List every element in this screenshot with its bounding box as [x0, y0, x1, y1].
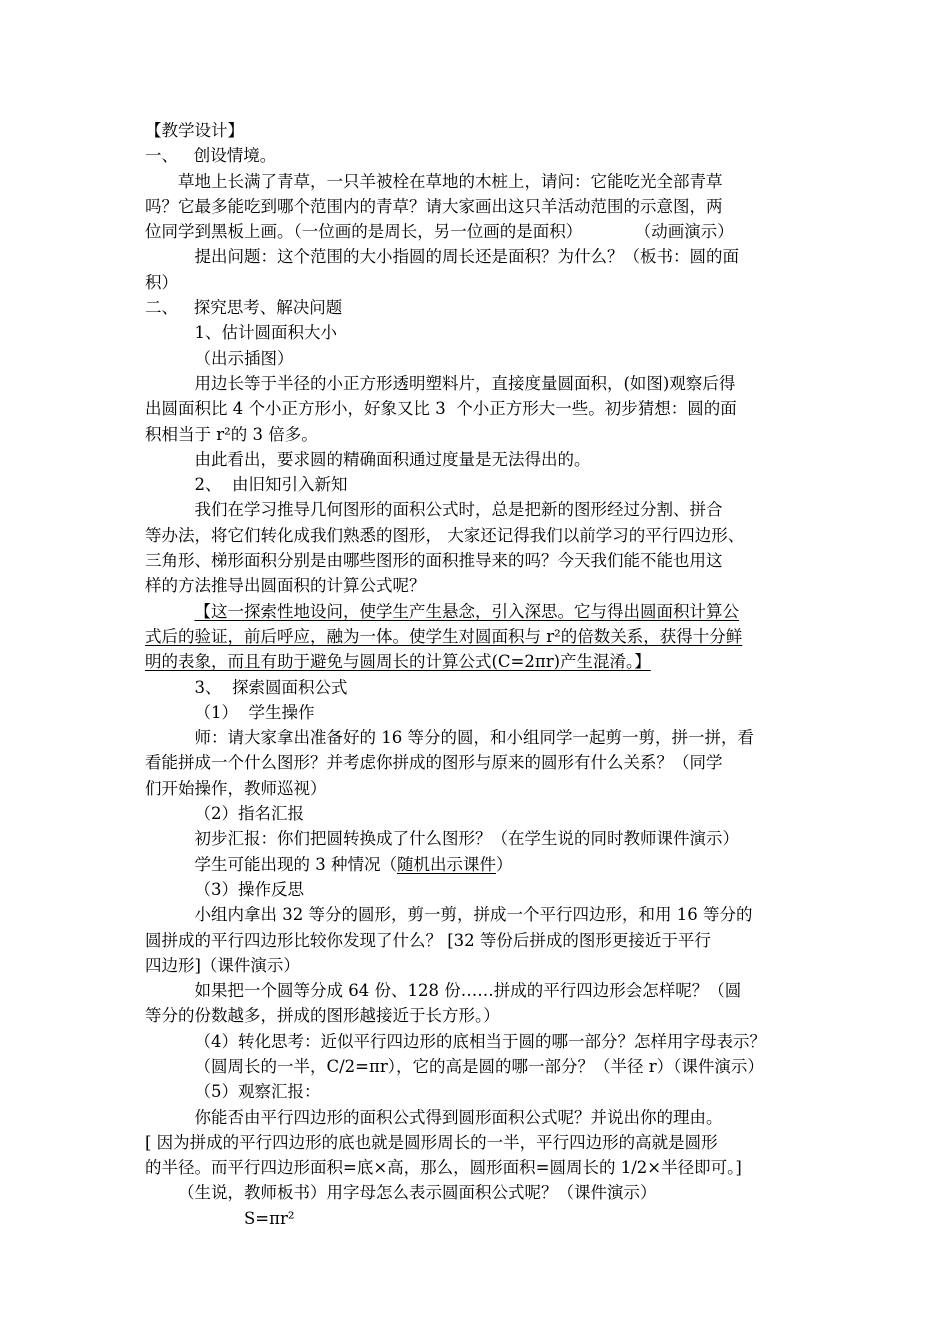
text-line: [ 因为拼成的平行四边形的底也就是圆形周长的一半，平行四边形的高就是圆形 [145, 1132, 718, 1152]
text-line: 【这一探索性地设问，使学生产生悬念，引入深思。它与得出圆面积计算公 [194, 601, 739, 621]
text-line: 一、 创设情境。 [145, 146, 277, 166]
text-line: 师：请大家拿出准备好的 16 等分的圆，和小组同学一起剪一剪，拼一拼，看 [194, 728, 754, 748]
text-line: 等办法，将它们转化成我们熟悉的图形， 大家还记得我们以前学习的平行四边形、 [145, 525, 745, 545]
text-line: 三角形、梯形面积分别是由哪些图形的面积推导来的吗？今天我们能不能也用这 [145, 551, 723, 571]
text-line: （2）指名汇报 [194, 804, 304, 824]
section-heading: 【教学设计】 [145, 121, 244, 140]
text-line: 等分的份数越多，拼成的图形越接近于长方形。） [145, 1006, 500, 1026]
text-line: 由此看出，要求圆的精确面积通过度量是无法得出的。 [194, 449, 591, 469]
text-line: 1、估计圆面积大小 [194, 323, 337, 343]
text-line: （1） 学生操作 [194, 702, 315, 722]
text-line: 看能拼成一个什么图形？并考虑你拼成的图形与原来的圆形有什么关系？（同学 [145, 753, 723, 773]
text-line: 你能否由平行四边形的面积公式得到圆形面积公式呢？并说出你的理由。 [194, 1107, 723, 1127]
text-line: 小组内拿出 32 等分的圆形，剪一剪，拼成一个平行四边形，和用 16 等分的 [194, 905, 753, 925]
text-line: （出示插图） [194, 348, 294, 368]
text-line: 四边形]（课件演示） [145, 955, 300, 975]
text-line: 用边长等于半径的小正方形透明塑料片，直接度量圆面积，(如图)观察后得 [194, 373, 736, 393]
text-line: 出圆面积比 4 个小正方形小，好象又比 3 个小正方形大一些。初步猜想：圆的面 [145, 399, 737, 419]
text-line: 学生可能出现的 3 种情况（随机出示课件） [194, 854, 513, 874]
text-line: S=πr² [244, 1208, 295, 1228]
text-line: 明的表象，而且有助于避免与圆周长的计算公式(C=2πr)产生混淆。】 [145, 652, 651, 672]
text-line: 样的方法推导出圆面积的计算公式呢？ [145, 576, 426, 596]
text-line: 2、 由旧知引入新知 [194, 475, 348, 495]
text-line: 式后的验证，前后呼应，融为一体。使学生对圆面积与 r²的倍数关系，获得十分鲜 [145, 626, 743, 646]
text-line: （5）观察汇报： [194, 1082, 321, 1102]
text-line: （3）操作反思 [194, 879, 304, 899]
text-line: （生说，教师板书）用字母怎么表示圆面积公式呢？（课件演示） [178, 1183, 657, 1203]
document-page [145, 118, 815, 1231]
text-line: 的半径。而平行四边形面积=底×高，那么，圆形面积=圆周长的 1/2×半径即可。] [145, 1158, 742, 1178]
text-line: 积） [145, 272, 178, 292]
text-line: 积相当于 r²的 3 倍多。 [145, 424, 318, 444]
text-line: 们开始操作，教师巡视） [145, 778, 327, 798]
text-line: 位同学到黑板上画。（一位画的是周长，另一位画的是面积） （动画演示） [145, 222, 734, 242]
text-line: 提出问题：这个范围的大小指圆的周长还是面积？为什么？（板书：圆的面 [194, 247, 739, 267]
text-line: 草地上长满了青草，一只羊被栓在草地的木桩上，请问：它能吃光全部青草 [178, 171, 723, 191]
text-line: 二、 探究思考、解决问题 [145, 298, 343, 318]
text-line: 3、 探索圆面积公式 [194, 677, 348, 697]
text-line: （4）转化思考：近似平行四边形的底相当于圆的哪一部分？怎样用字母表示？ [194, 1031, 766, 1051]
text-line: 圆拼成的平行四边形比较你发现了什么？ [32 等份后拼成的图形更接近于平行 [145, 930, 711, 950]
text-line: 吗？它最多能吃到哪个范围内的青草？请大家画出这只羊活动范围的示意图，两 [145, 196, 723, 216]
text-line: 我们在学习推导几何图形的面积公式时，总是把新的图形经过分割、拼合 [194, 500, 723, 520]
document-body [145, 143, 815, 1231]
text-line: 初步汇报：你们把圆转换成了什么图形？（在学生说的同时教师课件演示） [194, 829, 739, 849]
text-line: （圆周长的一半，C/2=πr），它的高是圆的哪一部分？（半径 r）（课件演示） [194, 1056, 764, 1076]
text-line: 如果把一个圆等分成 64 份、128 份……拼成的平行四边形会怎样呢？（圆 [194, 981, 742, 1001]
